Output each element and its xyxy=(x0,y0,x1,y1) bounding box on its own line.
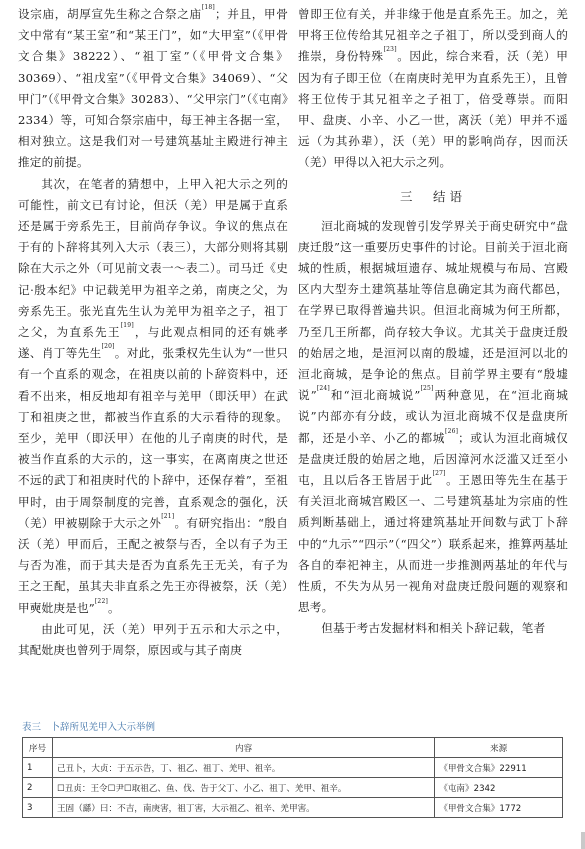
text-run: 。 xyxy=(108,600,120,615)
cell-source: 《屯南》2342 xyxy=(435,778,563,798)
cell-index: 2 xyxy=(23,778,53,798)
left-paragraph-1 xyxy=(18,4,288,174)
footnote-ref[interactable]: [22] xyxy=(94,597,109,605)
cell-content: ☐丑贞：王令☐尹☐取祖乙、鱼、伐、告于父丁、小乙、祖丁、羌甲、祖辛。 xyxy=(52,778,434,798)
text-run: 其次，在笔者的猜想中，上甲入祀大示之列的可能性，前文已有讨论，但沃（羌）甲是属于直系还是属于旁系先王，目前尚存争议。争议的焦点在于有的卜辞将其列入大示（表三），大部分则将其剔除在大示之外（可见前文表一～表二）。司马迁《史记·殷本纪》中记载羌甲为祖辛之弟，南庚之父，为旁系先王。张光直先生认为羌甲为祖辛之子，祖丁之父，为直系先王 xyxy=(18,176,288,340)
text-run: 曾即王位有关，并非缘于他是直系先王。加之，羌甲将王位传给其兄祖辛之子祖丁，所以受到商人的推崇，身份特殊 xyxy=(298,7,568,64)
footnote-ref[interactable]: [21] xyxy=(161,512,175,520)
text-run: 洹北商城的发现曾引发学界关于商史研究中“盘庚迁殷”这一重要历史事件的讨论。目前关于洹北商城的性质，根据城垣遗存、城址规模与布局、宫殿区内大型夯土建筑基址等信息确定其为商代都邑，在学界已取得普遍共识。但洹北商城为何王所都，乃至几王所都，尚存较大争议。尤其关于盘庚迁殷的始居之地，是洹河以南的殷墟，还是洹河以北的洹北商城，是争论的焦点。目前学界主要有“殷墟说” xyxy=(298,218,568,403)
footnote-ref[interactable]: [27] xyxy=(432,470,446,478)
footnote-ref[interactable]: [25] xyxy=(420,385,434,393)
cell-content: 王固（繇）曰：不吉，南庚害，祖丁害，大示祖乙、祖辛、羌甲害。 xyxy=(52,798,434,818)
text-run: 。有研究指出：“殷自沃（羌）甲而后，王配之被祭与否，全以有子为王与否为准，而于其夫是否为直系先王无关，有子为王之王配，虽其夫非直系之先王亦得被祭，沃（羌）甲奭妣庚是也” xyxy=(18,515,288,615)
right-paragraph-1 xyxy=(298,4,568,174)
footnote-ref[interactable]: [26] xyxy=(445,427,459,435)
cell-content: 己丑卜，大贞：于五示告，丁、祖乙、祖丁、羌甲、祖辛。 xyxy=(52,758,434,778)
cell-index: 1 xyxy=(23,758,53,778)
text-run: 。对此，张秉权先生认为“一世只有一个直系的观念，在祖庚以前的卜辞资料中，还看不出来，相反地却有祖辛与羌甲（即沃甲）在武丁和祖庚之世，都被当作直系的大示看待的现象。至少，羌甲（即沃甲）在他的儿子南庚的时代，是被当作直系的大示的，这一事实，在离南庚之世还不远的武丁和祖庚时代的卜辞中，还保存着”，至祖甲时，由于周祭制度的完善，直系观念的强化，沃（羌）甲被剔除于大示之外 xyxy=(18,346,288,530)
text-run: 和“洹北商城说” xyxy=(329,388,421,403)
table-row xyxy=(23,778,563,798)
text-run: ，与此观点相同的还有姚孝遂、肖丁等先生 xyxy=(18,325,288,361)
table-container xyxy=(22,737,563,818)
left-paragraph-3: 由此可见，沃（羌）甲列于五示和大示之中，其配妣庚也曾列于周祭，原因或与其子南庚 xyxy=(18,621,288,658)
right-paragraph-2 xyxy=(298,216,568,619)
cell-index: 3 xyxy=(23,798,53,818)
section-heading: 三 结语 xyxy=(399,188,466,204)
header-source: 来源 xyxy=(435,738,563,758)
text-run: ；或认为洹北商城仅是盘庚迁殷的始居之地，后因漳河水泛滥又迁至小屯，且以后各王皆居于此 xyxy=(298,430,568,488)
footnote-ref[interactable]: [18] xyxy=(201,4,215,11)
footnote-ref[interactable]: [24] xyxy=(316,385,330,393)
text-run: 设宗庙，胡厚宣先生称之合祭之庙 xyxy=(18,7,202,21)
page-edge-marker xyxy=(581,832,585,849)
table-row xyxy=(23,798,563,818)
footnote-ref[interactable]: [23] xyxy=(383,46,397,54)
text-run: 两种意见，在“洹北商城说”内部亦有分歧，或认为洹北商城不仅是盘庚所都，还是小辛、小乙的都城 xyxy=(298,388,568,445)
left-column xyxy=(18,4,288,661)
footnote-ref[interactable]: [19] xyxy=(120,322,134,330)
text-run: 。因此，综合来看，沃（羌）甲因为有子即王位（在南庚时羌甲为直系先王），且曾将王位传于其兄祖辛之子祖丁，倍受尊崇。而阳甲、盘庚、小辛、小乙一世，离沃（羌）甲并不遥远（为其孙辈），沃（羌）甲的影响尚存，因而沃（羌）甲得以入祀大示之列。 xyxy=(298,49,568,170)
right-paragraph-3: 但基于考古发掘材料和相关卜辞记载，笔者 xyxy=(321,621,546,636)
text-run: 。王恩田等先生在基于有关洹北商城宫殿区一、二号建筑基址为宗庙的性质判断基础上，通过将建筑基址开间数与武丁卜辞中的“九示”“四示”（“四父”）联系起来，推算两基址各自的奉祀神主，从而进一步推测两基址的年代与性质，不失为从另一视角对盘庚迁殷问题的观察和思考。 xyxy=(298,473,568,615)
table-row xyxy=(23,758,563,778)
footnote-ref[interactable]: [20] xyxy=(101,343,115,351)
text-run: ；并且，甲骨文中常有“某王室”和“某王门”，如“大甲室”（《甲骨文合集》38222）、“祖丁室”（《甲骨文合集》30369）、“祖戊室”（《甲骨文合集》34069）、“父甲门”（《甲骨文合集》30283）、“父甲宗门”（《屯南》2334）等，可知合祭宗庙中，每王神主各据一室，相对独立。这是我们对一号建筑基址主殿进行神主推定的前提。 xyxy=(18,7,288,170)
header-index: 序号 xyxy=(23,738,53,758)
left-paragraph-2 xyxy=(18,174,288,619)
cell-source: 《甲骨文合集》22911 xyxy=(435,758,563,778)
table-header-row xyxy=(23,738,563,758)
right-column xyxy=(298,4,568,640)
data-table xyxy=(22,737,563,818)
table-caption: 表三 卜辞所见羌甲入大示举例 xyxy=(22,722,156,733)
cell-source: 《甲骨文合集》1772 xyxy=(435,798,563,818)
header-content: 内容 xyxy=(52,738,434,758)
